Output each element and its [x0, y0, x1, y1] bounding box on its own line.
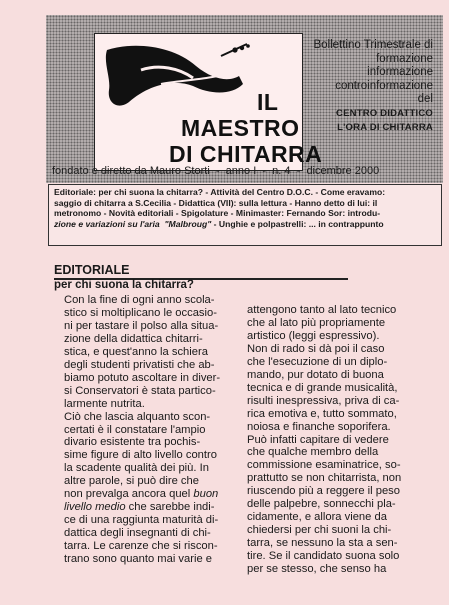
text-line: prattutto se non chitarrista, non	[247, 472, 402, 485]
section-heading: EDITORIALE	[54, 263, 348, 280]
text-line: chiedersi per chi suoni la chi-	[247, 524, 392, 537]
text-line: larmente nutrita.	[64, 397, 145, 410]
text-line	[64, 501, 234, 514]
side-line: formazione	[376, 52, 433, 65]
text-line: la scadente qualità dei più. In	[64, 462, 209, 475]
text-line: stica, e quest'anno la schiera	[64, 345, 208, 358]
toc-italic: zione e variazioni su l'aria	[54, 218, 160, 229]
text-line: ni per tastare il polso alla situa-	[64, 319, 219, 332]
toc-italic-malbroug: "Malbroug"	[164, 218, 212, 229]
date-text: dicembre 2000	[306, 165, 380, 177]
founder-line	[52, 165, 442, 177]
text-line: si Conservatori è stata partico-	[64, 384, 216, 397]
title-il: IL	[257, 89, 279, 115]
text-line: Con la fine di ogni anno scola-	[64, 294, 215, 306]
text-line: Può infatti capitare di vedere	[247, 433, 389, 446]
separator-text: -	[259, 165, 270, 177]
text-line: divario esistente tra pochis-	[64, 436, 201, 449]
text-line: tarra, se nessuno la sta a sen-	[247, 537, 398, 550]
text-fragment: non prevalga ancora quel	[64, 488, 191, 501]
text-line: altre parole, si può dire che	[64, 475, 199, 488]
numero-text: n. 4	[272, 165, 291, 177]
text-line: degli studenti privatisti che ab-	[64, 358, 215, 371]
toc-line	[54, 219, 436, 230]
founder-text: fondato e diretto da Mauro Storti	[52, 165, 210, 177]
toc-rest: - Unghie e polpastrelli: ... in contrappunto	[211, 218, 384, 229]
text-line: che l'esecuzione di un diplo-	[247, 355, 388, 368]
masthead-side-info	[283, 39, 433, 134]
text-line: cidamente, e allora viene da	[247, 511, 387, 524]
separator-text: -	[212, 165, 223, 177]
text-line: delle palpebre, sonnecchi pla-	[247, 498, 396, 511]
side-line: del	[417, 93, 433, 106]
italic-buon: buon	[193, 488, 219, 501]
text-line: tire. Se il candidato suona solo	[247, 550, 400, 563]
text-line: per se stesso, che senso ha	[247, 563, 387, 576]
masthead-banner	[46, 15, 443, 183]
text-line: rica emotiva e, tutto sommato,	[247, 407, 397, 420]
anno-text: anno I	[225, 165, 257, 177]
separator-text: -	[293, 165, 304, 177]
text-line: attengono tanto al lato tecnico	[247, 304, 397, 316]
text-line: commissione esaminatrice, so-	[247, 459, 401, 472]
text-line: noiosa e finanche soporifera.	[247, 420, 391, 433]
article-subtitle: per chi suona la chitarra?	[54, 279, 194, 291]
text-line: che qualche membro della	[247, 446, 379, 459]
side-line: controinformazione	[335, 79, 433, 92]
guitar-hand-logo-icon	[101, 40, 251, 120]
text-line: Non di rado si dà poi il caso	[247, 342, 385, 355]
italic-livello-medio: livello medio	[64, 501, 126, 514]
text-line: zione della didattica chitarri-	[64, 332, 203, 345]
text-line: riuscendo più a reggere il peso	[247, 485, 400, 498]
text-line: tecnica e di grande musicalità,	[247, 381, 398, 394]
text-line: risulti inespressiva, priva di ca-	[247, 394, 400, 407]
text-line: che al lato più propriamente	[247, 316, 386, 329]
article-column-left	[64, 294, 234, 566]
table-of-contents	[48, 184, 442, 246]
toc-line: saggio di chitarra a S.Cecilia - Didattica (VII): sulla lettura - Hanno detto di lui: il	[54, 197, 378, 208]
text-line: tarra. Le carenze che si riscon-	[64, 540, 218, 553]
side-line: informazione	[367, 66, 433, 79]
article-column-right	[247, 304, 417, 576]
toc-line: metronomo - Novità editoriali - Spigolature - Minimaster: Fernando Sor: introdu-	[54, 208, 381, 219]
text-line: stico si moltiplicano le occasio-	[64, 306, 217, 319]
toc-line: Editoriale: per chi suona la chitarra? - Attività del Centro D.O.C. - Come eravamo:	[54, 187, 386, 197]
title-di-chitarra: DI CHITARRA	[169, 141, 323, 167]
title-maestro: MAESTRO	[181, 115, 300, 141]
centro-name-2: L'ORA DI CHITARRA	[337, 121, 433, 133]
text-line	[64, 488, 234, 501]
text-line: certati è il constatare l'ampio	[64, 423, 206, 436]
text-fragment: che sarebbe indi-	[125, 501, 215, 514]
text-line: artistico (leggi espressivo).	[247, 329, 380, 342]
text-line: trano sono quanto mai varie e	[64, 553, 213, 566]
text-line: dattica degli insegnanti di chi-	[64, 527, 211, 540]
text-line: sime figure di alto livello contro	[64, 449, 217, 462]
text-line: mando, pur dotato di buona	[247, 368, 384, 381]
text-line: Ciò che lascia alquanto scon-	[64, 410, 211, 423]
side-line: Bollettino Trimestrale di	[313, 39, 433, 51]
text-line: biamo potuto ascoltare in diver-	[64, 371, 221, 384]
centro-name: CENTRO DIDATTICO	[336, 107, 433, 119]
logo-box	[94, 33, 323, 171]
text-line: ce di una raggiunta maturità di-	[64, 514, 219, 527]
